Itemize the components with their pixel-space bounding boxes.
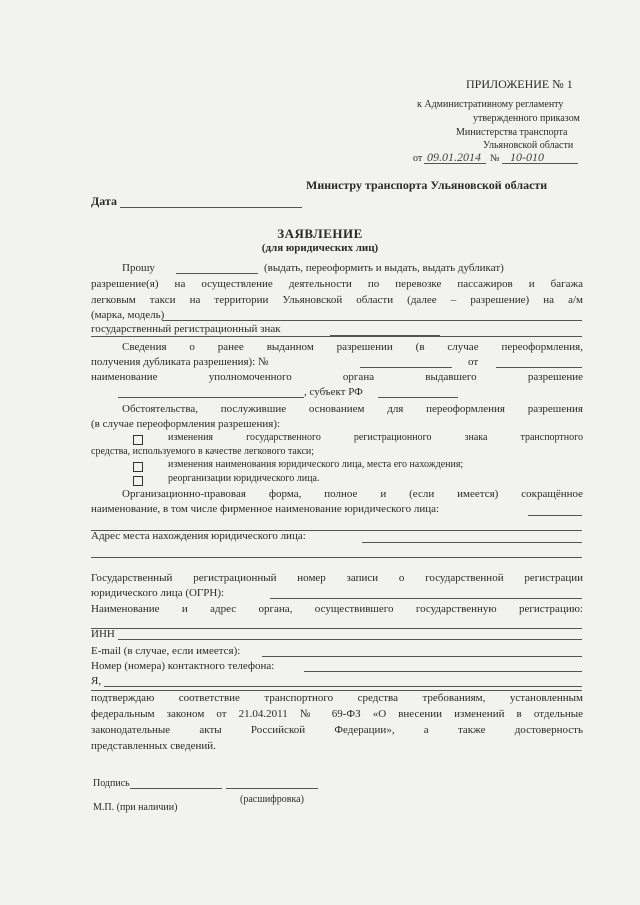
header-number-handwritten: 10-010 [510, 150, 544, 164]
p3-c1b: средства, используемого в качестве легкового такси; [91, 446, 315, 457]
page-subtitle: (для юридических лиц) [261, 242, 379, 254]
ogrn-field-line [270, 598, 582, 599]
p2-line3: наименование уполномоченного органа выдавшего разрешение [91, 371, 583, 383]
header-region: Ульяновской области [483, 140, 574, 151]
p1-plate-label: государственный регистрационный знак [91, 323, 281, 335]
header-number-line [502, 163, 578, 164]
p1-line3: легковым такси на территории Ульяновской области (далее – разрешение) на а/м [91, 294, 583, 306]
p2-subject-line [378, 397, 458, 398]
ya-field-line2 [91, 690, 582, 691]
phone-field-line [304, 671, 582, 672]
p1-model-label: (марка, модель) [91, 309, 165, 321]
header-date-handwritten: 09.01.2014 [427, 150, 481, 164]
p2-from-line [496, 367, 582, 368]
address-line2 [91, 557, 582, 558]
confirm-line4: представленных сведений. [91, 740, 216, 752]
p4-line1: Организационно-правовая форма, полное и (если имеется) сокращённое [122, 488, 583, 500]
confirm-line1: подтверждаю соответствие транспортного средства требованиям, установленным [91, 692, 583, 704]
header-date-prefix: от [413, 153, 423, 164]
p1-line2: разрешение(я) на осуществление деятельности по перевозке пассажиров и багажа [91, 278, 583, 290]
header-number-prefix: № [490, 153, 500, 164]
page-title: ЗАЯВЛЕНИЕ [277, 226, 363, 241]
address-label: Адрес места нахождения юридического лица: [91, 530, 306, 542]
p3-line2: (в случае переоформления разрешения): [91, 418, 281, 430]
date-line [120, 207, 302, 208]
header-regulation: к Административному регламенту [417, 99, 564, 110]
ya-label: Я, [91, 675, 102, 687]
p1-options: (выдать, переоформить и выдать, выдать дубликат) [264, 262, 504, 274]
p1-model-line [162, 320, 582, 321]
p3-c1a: изменения государственного регистрационного знака транспортного [168, 432, 583, 443]
p4-line2: наименование, в том числе фирменное наименование юридического лица: [91, 503, 440, 515]
header-approved: утвержденного приказом [473, 113, 580, 124]
ogrn-line1: Государственный регистрационный номер записи о государственной регистрации [91, 572, 583, 584]
inn-label: ИНН [91, 628, 115, 640]
org-line1: Наименование и адрес органа, осуществившего государственную регистрацию: [91, 603, 583, 615]
email-field-line [262, 656, 582, 657]
p2-from-label: от [468, 356, 479, 368]
transcript-label: (расшифровка) [240, 794, 304, 805]
header-ministry: Министерства транспорта [456, 127, 568, 138]
p2-number-label: получения дубликата разрешения): № [91, 356, 269, 368]
p3-line1: Обстоятельства, послужившие основанием для переоформления разрешения [122, 403, 583, 415]
confirm-line2: федеральным законом от 21.04.2011 № 69-ФЗ «О внесении изменений в отдельные [91, 708, 583, 720]
p1-request-line [176, 273, 258, 274]
p2-number-line [360, 367, 452, 368]
inn-field-line [118, 639, 582, 640]
p2-line1: Сведения о ранее выданном разрешении (в случае переоформления, [122, 341, 583, 353]
p4-name-line [528, 515, 582, 516]
p2-subject-label: , субъект РФ [304, 386, 363, 398]
p1-model-line2 [91, 336, 582, 337]
p3-c3: реорганизации юридического лица. [168, 473, 320, 484]
org-field-line [91, 628, 582, 629]
signature-line [130, 788, 222, 789]
transcript-line [226, 788, 318, 789]
header-date-line [424, 163, 486, 164]
p1-request: Прошу [122, 262, 155, 274]
email-label: E-mail (в случае, если имеется): [91, 645, 241, 657]
address-line [362, 542, 582, 543]
confirm-line3: законодательные акты Российской Федерации», а также достоверность [91, 724, 583, 736]
p2-authority-line [118, 397, 304, 398]
stamp-label: М.П. (при наличии) [93, 802, 178, 813]
signature-label: Подпись [93, 778, 130, 789]
addressee: Министру транспорта Ульяновской области [306, 178, 548, 192]
phone-label: Номер (номера) контактного телефона: [91, 660, 275, 672]
p1-plate-line [330, 335, 440, 336]
date-label: Дата [91, 194, 117, 208]
ya-field-line [104, 686, 582, 687]
ogrn-line2: юридического лица (ОГРН): [91, 587, 225, 599]
p3-c2: изменения наименования юридического лица, места его нахождения; [168, 459, 464, 470]
appendix-label: ПРИЛОЖЕНИЕ № 1 [466, 77, 573, 91]
